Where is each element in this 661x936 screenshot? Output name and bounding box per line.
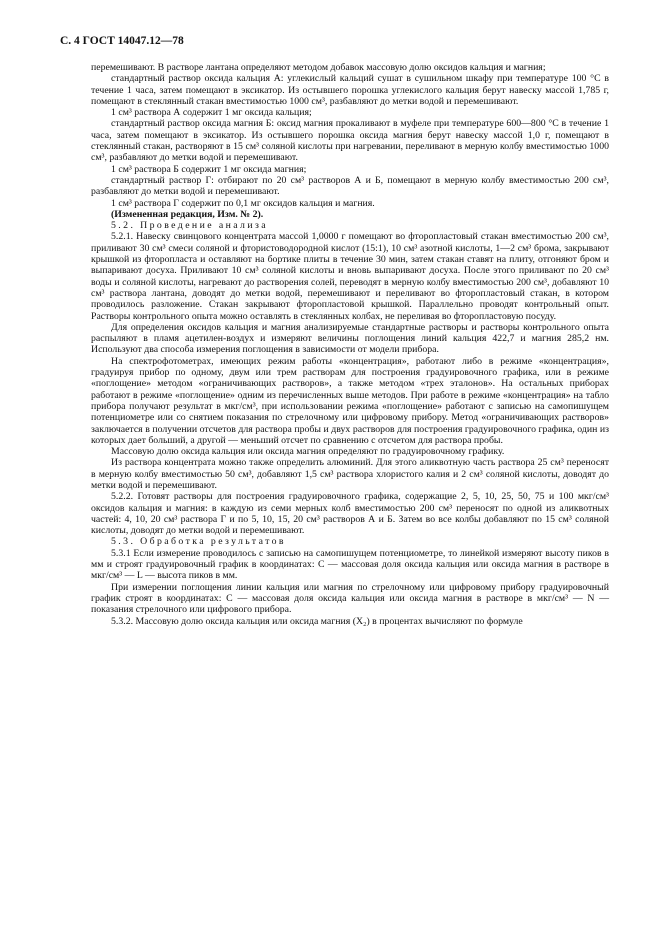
paragraph: 1 см³ раствора А содержит 1 мг оксида кальция; — [111, 107, 312, 119]
paragraph: стандартный раствор Г: отбирают по 20 см³ растворов А и Б, помещают в мерную колбу вместимостью 200 см³, разбавляют до метки водой и перемешивают. — [91, 174, 609, 198]
paragraph: 5.2.1. Навеску свинцового концентрата массой 1,0000 г помещают во фторопластовый стакан вместимостью 200 см³, приливают 30 см³ смеси соляной и фтористоводородной кислот (15:1), 10 см³ азотной кислоты, 1—2 см³ брома, закрывают крышкой из фторопласта и оставляют на бортике плиты в течение 30 мин, затем стакан ставят на плиту, отгоняют бром и выпаривают досуха. Приливают 10 см³ соляной кислоты и вновь выпаривают досуха. После этого приливают по 20 см³ воды и соляной кислоты, нагревают до растворения солей, переводят в мерную колбу вместимостью 200 см³, добавляют 10 см³ раствора лантана, доводят до метки водой, перемешивают и переливают во фторопластовый стакан, в котором проводилось разложение. Стакан закрывают фторопластовой крышкой. Параллельно проводят контрольный опыт. Растворы контрольного опыта можно оставлять в стеклянных колбах, не переливая во фторопластовую посуду. — [91, 231, 609, 322]
paragraph: 5.3.2. Массовую долю оксида кальция или оксида магния (X₂) в процентах вычисляют по формуле — [111, 615, 523, 627]
paragraph: стандартный раствор оксида магния Б: оксид магния прокаливают в муфеле при температуре 600—800 °С в течение 1 часа, затем помещают в эксикатор. Из остывшего порошка оксида магния берут навеску массой 1,0 г, помещают в стеклянный стакан, растворяют в 15 см³ соляной кислоты при нагревании, переливают в мерную колбу вместимостью 1000 см³, разбавляют до метки водой и перемешивают. — [91, 118, 609, 164]
paragraph: 5.3.1 Если измерение проводилось с записью на самопишущем потенциометре, то линейкой измеряют высоту пиков в мм и строят градуировочный график в координатах: C — массовая доля оксида кальция или оксида магния в растворе в мкг/см³ — L — высота пиков в мм. — [91, 547, 609, 582]
paragraph: перемешивают. В растворе лантана определяют методом добавок массовую долю оксидов кальция и магния; — [91, 62, 546, 73]
section-heading: 5.2. Проведение анализа — [111, 220, 268, 232]
paragraph: При измерении поглощения линии кальция или магния по стрелочному или цифровому прибору градуировочный график строят в координатах: C — массовая доля оксида кальция или оксида магния в растворе в мкг/см³ — N — показания стрелочного или цифрового прибора. — [91, 581, 609, 616]
paragraph: 1 см³ раствора Б содержит 1 мг оксида магния; — [111, 163, 307, 175]
paragraph: Массовую долю оксида кальция или оксида магния определяют по градуировочному графику. — [111, 446, 505, 458]
document-body — [91, 62, 609, 627]
page-header: С. 4 ГОСТ 14047.12—78 — [60, 35, 184, 47]
paragraph: (Измененная редакция, Изм. № 2). — [111, 208, 264, 220]
paragraph: Из раствора концентрата можно также определить алюминий. Для этого аликвотную часть раствора 25 см³ переносят в мерную колбу вместимостью 50 см³, добавляют 1,5 см³ раствора хлористого калия и 2 см³ соляной кислоты, доводят до метки водой и перемешивают. — [91, 457, 609, 491]
paragraph: Для определения оксидов кальция и магния анализируемые стандартные растворы и растворы контрольного опыта распыляют в пламя ацетилен-воздух и измеряют величины поглощения линий кальция 422,7 и магния 285,2 нм. Используют два способа измерения поглощения в зависимости от модели прибора. — [91, 321, 609, 356]
paragraph: 1 см³ раствора Г содержит по 0,1 мг оксидов кальция и магния. — [111, 197, 375, 209]
paragraph: 5.2.2. Готовят растворы для построения градуировочного графика, содержащие 2, 5, 10, 25, 50, 75 и 100 мкг/см³ оксидов кальция и магния: в каждую из семи мерных колб вместимостью 200 см³ переносят по одной из аликвотных частей: 4, 10, 20 см³ раствора Г и по 5, 10, 15, 20 см³ растворов А и Б. Затем во все колбы добавляют по 15 см³ соляной кислоты, доводят до метки водой и перемешивают. — [91, 491, 609, 537]
section-heading: 5.3. Обработка результатов — [111, 536, 286, 548]
paragraph: стандартный раствор оксида кальция А: углекислый кальций сушат в сушильном шкафу при температуре 100 °С в течение 1 часа, затем помещают в эксикатор. Из остывшего порошка углекислого кальция берут навеску массой 1,785 г, помещают в стеклянный стакан вместимостью 1000 см³, разбавляют до метки водой и перемешивают. — [91, 73, 609, 107]
paragraph: На спектрофотометрах, имеющих режим работы «концентрация», работают либо в режиме «концентрация», градуируя прибор по одному, двум или трем растворам для построения градуировочного графика, или в режиме «поглощение» методом «ограничивающих растворов», а также методом «трех эталонов». На остальных приборах работают в режиме «поглощение» одним из перечисленных выше методов. При работе в режиме «концентрация» на табло прибора получают результат в мкг/см³, при использовании режима «поглощение» работают с записью на самопишущем потенциометре или со снятием показания по стрелочному или цифровому прибору. Метод «ограничивающих растворов» заключается в получении отсчетов для раствора пробы и двух растворов для построения градуировочного графика, один из которых дает больший, а другой — меньший отсчет по сравнению с отсчетом для раствора пробы. — [91, 355, 609, 446]
